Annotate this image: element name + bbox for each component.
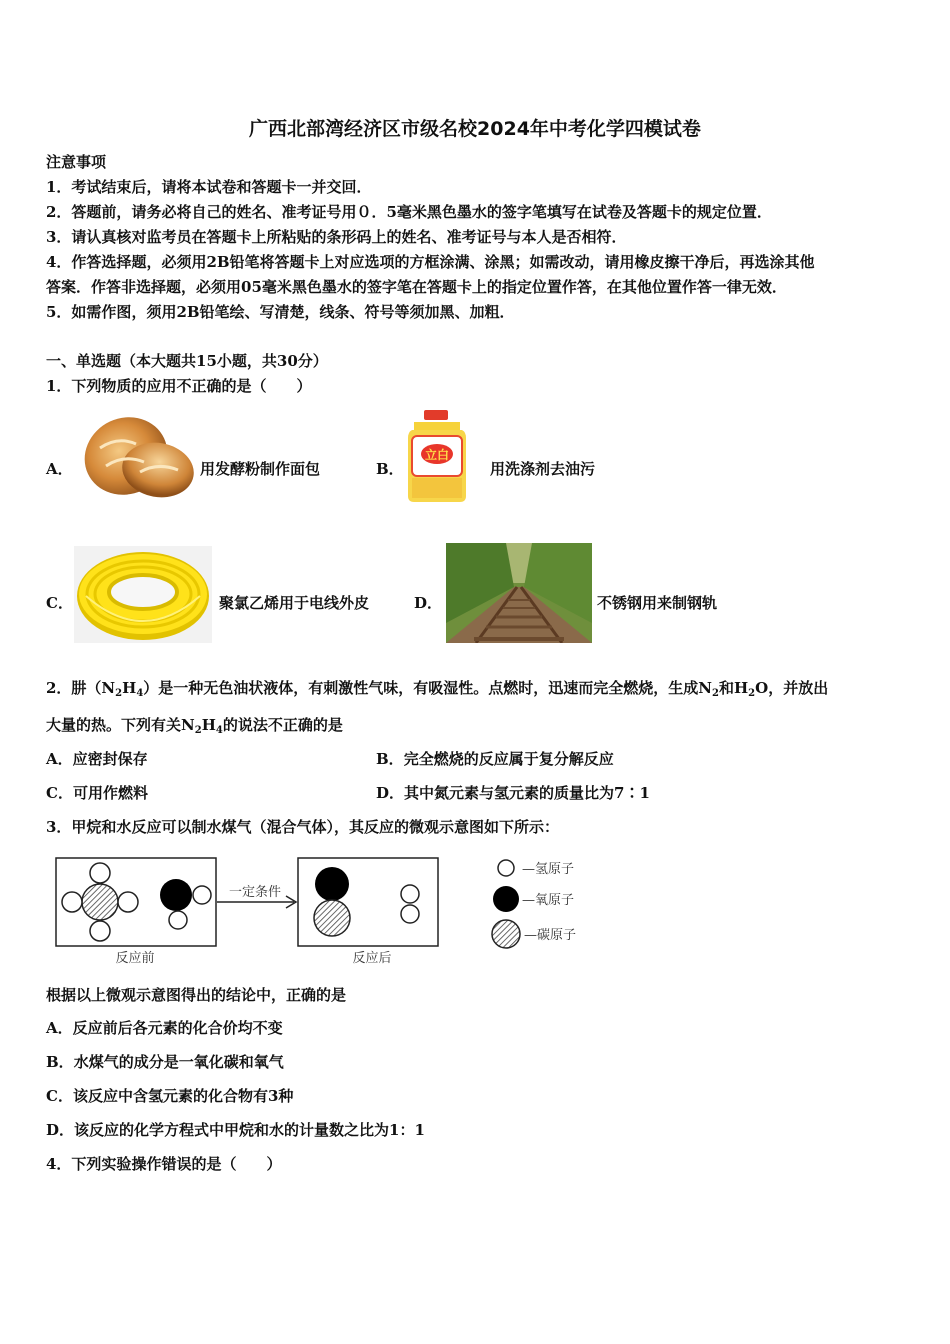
legend-carbon: —碳原子 — [524, 928, 577, 943]
q1-option-a-text: 用发酵粉制作面包 — [200, 460, 321, 478]
q4-stem: 4．下列实验操作错误的是（ ） — [46, 1155, 282, 1173]
q3-option-d: D．该反应的化学方程式中甲烷和水的计量数之比为1：1 — [46, 1121, 425, 1139]
after-box — [298, 858, 438, 946]
notice-item-3: 3．请认真核对监考员在答题卡上所粘贴的条形码上的姓名、准考证号与本人是否相符． — [46, 228, 627, 246]
q1-option-d-text: 不锈钢用来制钢轨 — [597, 594, 718, 612]
legend-oxygen: —氧原子 — [522, 893, 575, 908]
notice-heading: 注意事项 — [46, 153, 107, 171]
q3-option-c: C．该反应中含氢元素的化合物有3种 — [46, 1087, 294, 1105]
carbon-atom — [82, 884, 118, 920]
carbon-atom — [314, 900, 350, 936]
before-label: 反应前 — [115, 951, 155, 966]
notice-item-2: 2．答题前，请务必将自己的姓名、准考证号用０．5毫米黑色墨水的签字笔填写在试卷及答题卡的规定位置． — [46, 203, 772, 221]
railway-track-image — [446, 543, 592, 643]
q2-option-d: D．其中氮元素与氢元素的质量比为7∶1 — [376, 784, 650, 802]
q2-option-c: C．可用作燃料 — [46, 784, 148, 802]
q3-lead: 根据以上微观示意图得出的结论中，正确的是 — [46, 986, 347, 1004]
q2-option-a: A．应密封保存 — [46, 750, 148, 768]
q1-option-d-label: D． — [414, 594, 443, 612]
q1-stem: 1．下列物质的应用不正确的是（ ） — [46, 377, 312, 395]
hydrogen-atom — [193, 886, 211, 904]
hydrogen-atom — [62, 892, 82, 912]
detergent-bottle-image — [404, 408, 470, 504]
after-label: 反应后 — [352, 951, 392, 966]
notice-item-5: 5．如需作图，须用2B铅笔绘、写清楚，线条、符号等须加黑、加粗． — [46, 303, 515, 321]
q3-stem: 3．甲烷和水反应可以制水煤气（混合气体），其反应的微观示意图如下所示： — [46, 818, 559, 836]
q3-option-a: A．反应前后各元素的化合价均不变 — [46, 1019, 283, 1037]
notice-item-1: 1．考试结束后，请将本试卷和答题卡一并交回． — [46, 178, 372, 196]
wire-coil-image — [74, 546, 212, 643]
hydrogen-atom — [118, 892, 138, 912]
q1-option-a-label: A． — [46, 460, 73, 478]
oxygen-atom — [315, 867, 349, 901]
q2-stem-line1: 2．肼$(N_2H_4)$是一种无色油状液体，有刺激性气味，有吸湿性。点燃时，迅速而完全燃烧，生成$N_2$和$H_2O$，并放出 — [46, 679, 829, 699]
legend-oxygen-icon — [493, 886, 519, 912]
bread-image — [78, 408, 196, 500]
legend-hydrogen-icon — [498, 860, 514, 876]
q2-option-b: B．完全燃烧的反应属于复分解反应 — [376, 750, 614, 768]
legend-carbon-icon — [492, 920, 520, 948]
section-heading: 一、单选题（本大题共15小题，共30分） — [46, 352, 328, 370]
q2-stem-line2: 大量的热。下列有关$N_2H_4$的说法不正确的是 — [46, 716, 343, 736]
oxygen-atom — [160, 879, 192, 911]
notice-item-4-cont: 答案．作答非选择题，必须用05毫米黑色墨水的签字笔在答题卡上的指定位置作答，在其他位置作答一律无效． — [46, 278, 787, 296]
hydrogen-atom — [401, 905, 419, 923]
reaction-diagram — [40, 850, 620, 970]
legend-hydrogen: —氢原子 — [522, 862, 575, 877]
q1-option-b-text: 用洗涤剂去油污 — [490, 460, 596, 478]
q1-option-c-label: C． — [46, 594, 73, 612]
bottle-brand-text: 立白 — [424, 448, 450, 462]
hydrogen-atom — [169, 911, 187, 929]
q3-option-b: B．水煤气的成分是一氧化碳和氧气 — [46, 1053, 284, 1071]
hydrogen-atom — [401, 885, 419, 903]
hydrogen-atom — [90, 863, 110, 883]
reaction-condition: 一定条件 — [228, 885, 282, 900]
hydrogen-atom — [90, 921, 110, 941]
q1-option-c-text: 聚氯乙烯用于电线外皮 — [219, 594, 370, 612]
q1-option-b-label: B． — [376, 460, 404, 478]
notice-item-4: 4．作答选择题，必须用2B铅笔将答题卡上对应选项的方框涂满、涂黑；如需改动，请用橡皮擦干净后，再选涂其他 — [46, 253, 815, 271]
page-title: 广西北部湾经济区市级名校2024年中考化学四模试卷 — [249, 118, 701, 140]
